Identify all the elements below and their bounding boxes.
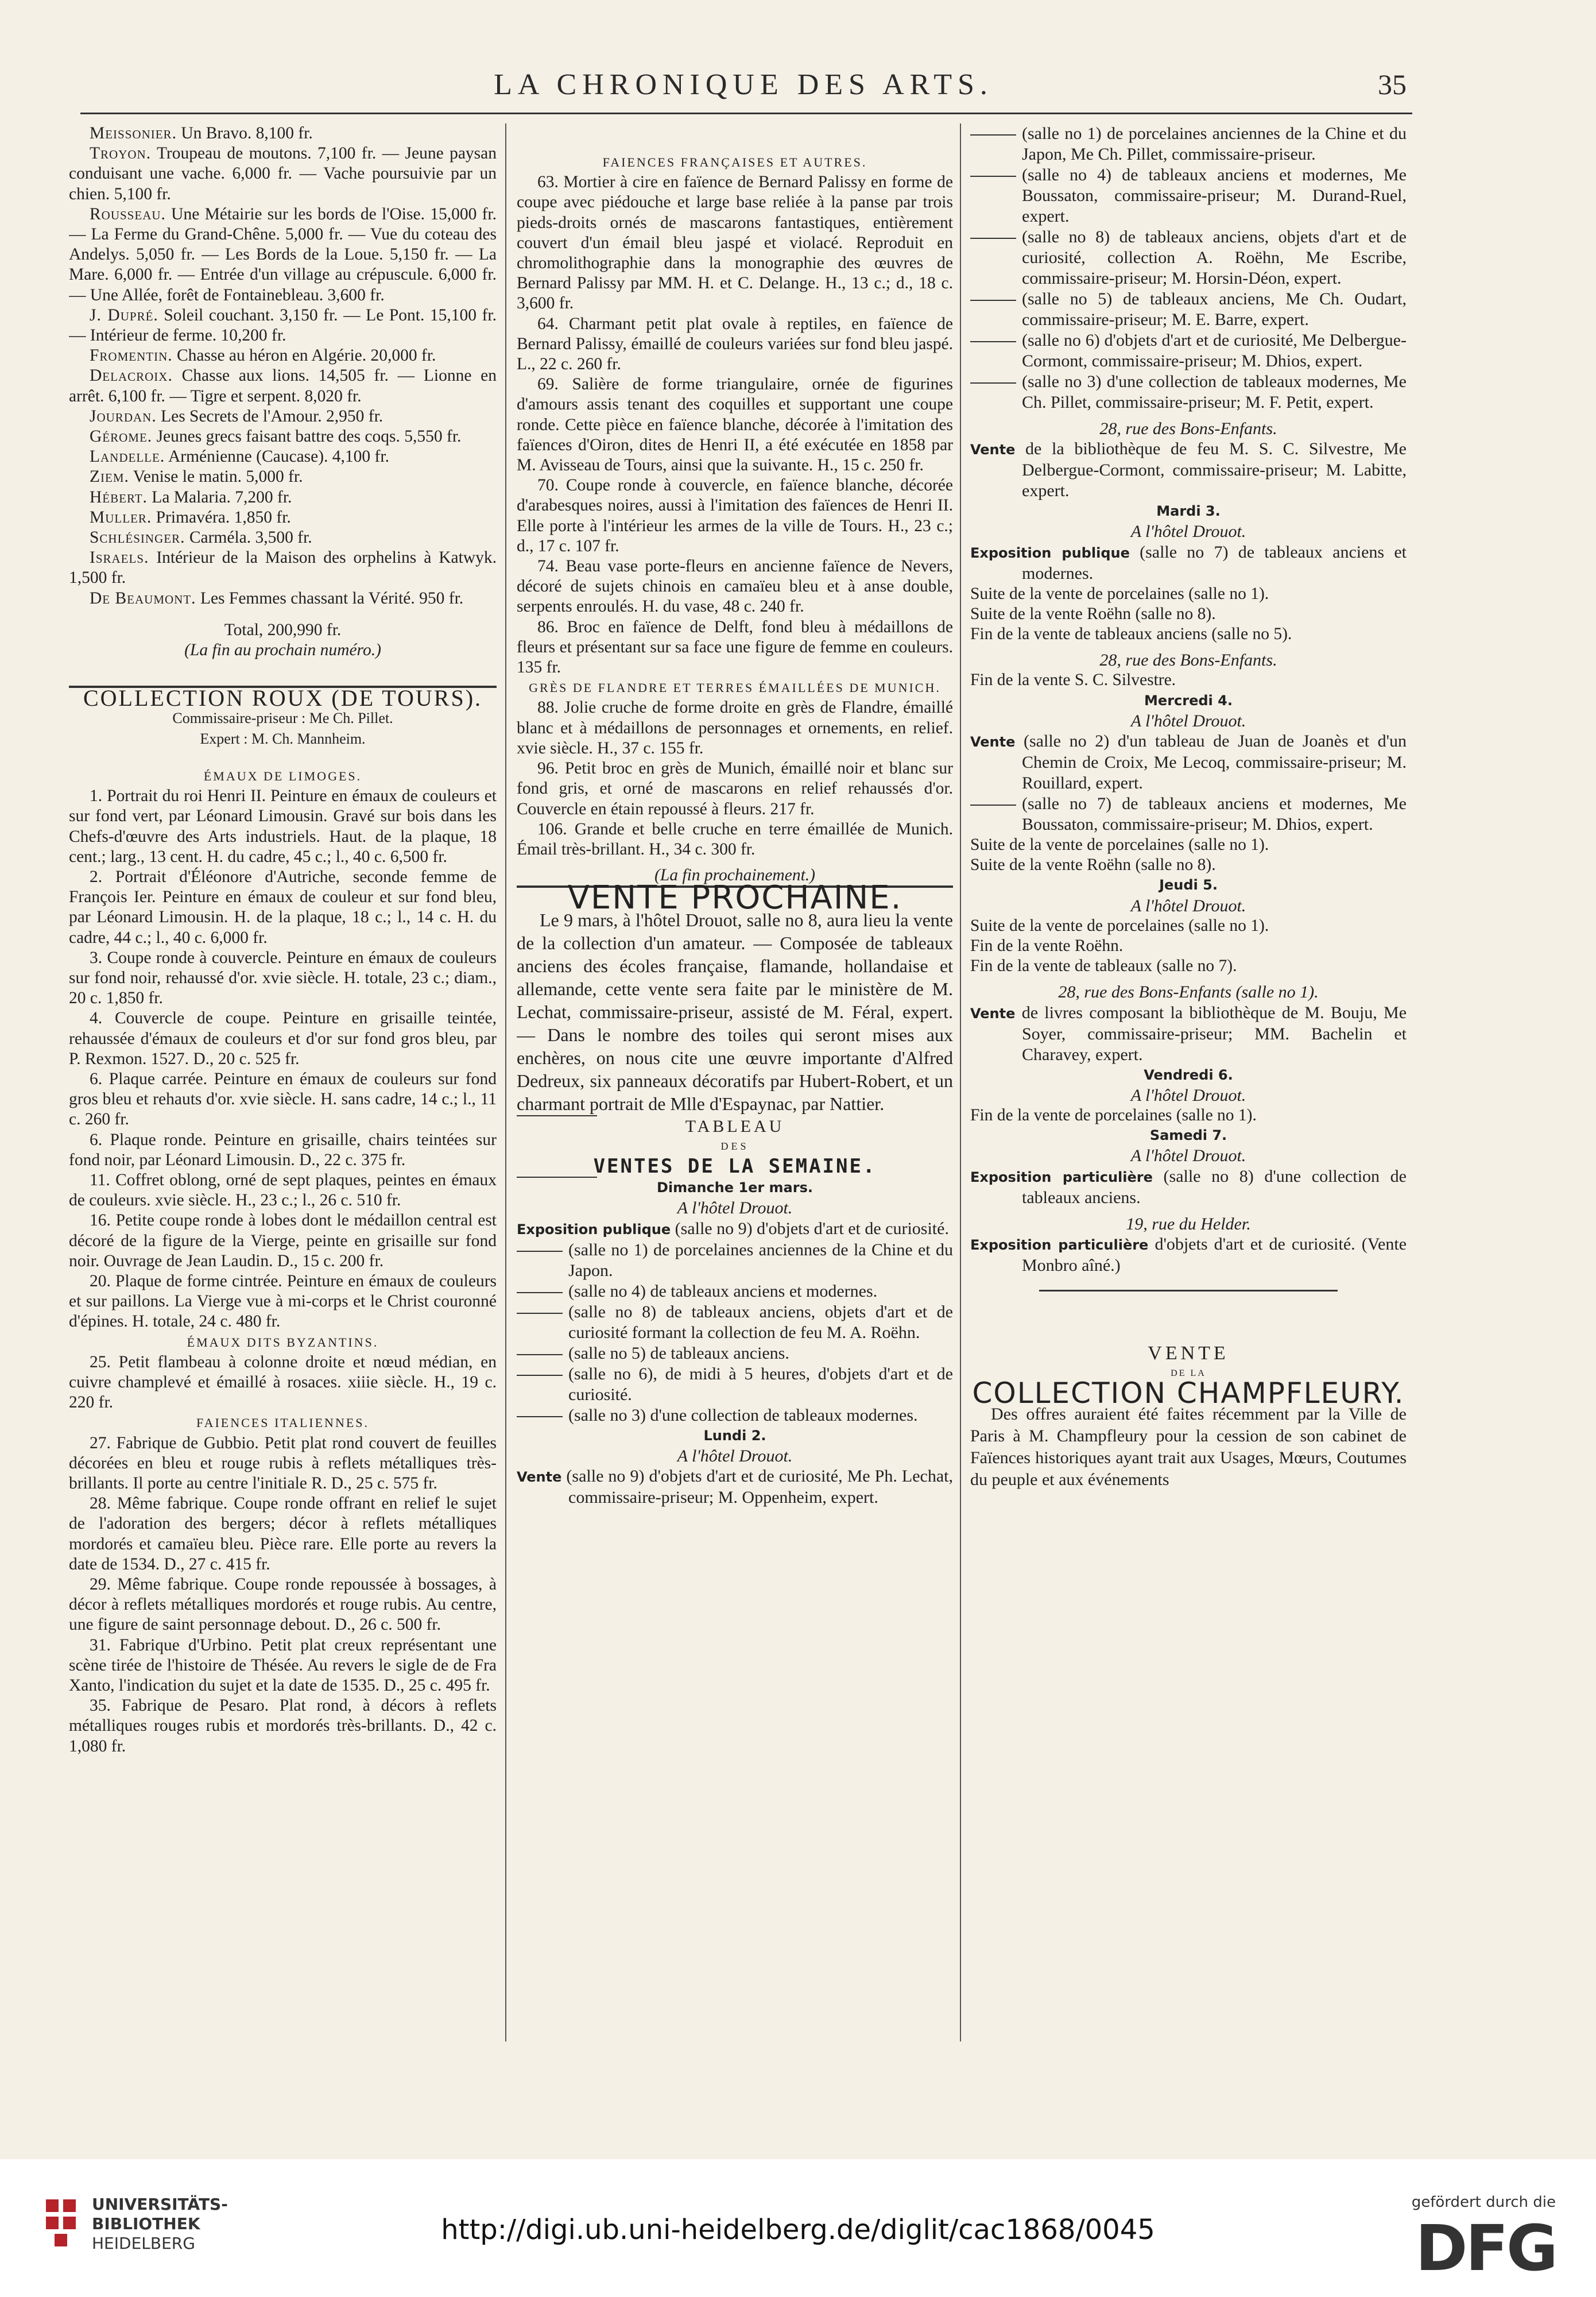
catalogue-entry: 25. Petit flambeau à colonne droite et nœud médian, en cuivre champlevé et émaillé à rosaces. xiiie siècle. H., 19 c. 220 fr. (69, 1352, 497, 1412)
column-3 (970, 123, 1407, 2064)
schedule-item-text: (salle no 1) de porcelaines anciennes de la Chine et du Japon. (568, 1240, 953, 1280)
catalogue-entry: 11. Coffret oblong, orné de sept plaques, peintes en émaux de couleurs. xvie siècle. H., 23 c.; l., 26 c. 510 fr. (69, 1170, 497, 1210)
section-heading-gres: GRÈS DE FLANDRE ET TERRES ÉMAILLÉES DE MUNICH. (529, 680, 941, 695)
sale-result-text: Une Métairie sur les bords de l'Oise. 15,000 fr. — La Ferme du Grand-Chêne. 5,000 fr. — Vue du coteau des Andelys. 5,050 fr. — Les Bords de la Loue. 5,150 fr. — La Mare. 6,000 fr. — Entrée d'un village au crépuscule. 6,000 fr. — Une Allée, forêt de Fontainebleau. 3,600 fr. (69, 204, 497, 304)
catalogue-entry: 27. Fabrique de Gubbio. Petit plat rond couvert de feuilles décorées en bleu et rouge rubis à reflets métalliques très-brillants. Il porte au centre l'initiale R. D., 25 c. 575 fr. (69, 1433, 497, 1492)
section-heading-francaises: FAIENCES FRANÇAISES ET AUTRES. (602, 155, 867, 169)
running-head (80, 63, 1407, 109)
day-heading: Lundi 2. (703, 1427, 766, 1444)
sale-result-entry (69, 528, 497, 548)
schedule-list (517, 1219, 953, 1426)
schedule-item (970, 165, 1407, 227)
day-heading: Mardi 3. (1156, 503, 1221, 520)
schedule-item-text: (salle no 8) de tableaux anciens, objets d'art et de curiosité, collection A. Roëhn, Me Escribe, commissaire-priseur; M. Horsin-Déon, expert. (1022, 227, 1407, 288)
schedule-line: Fin de la vente de porcelaines (salle no 1). (970, 1106, 1257, 1125)
header-rule (80, 113, 1412, 114)
schedule-item-text: (salle no 3) d'une collection de tableaux modernes, Me Ch. Pillet, commissaire-priseur; M. F. Petit, expert. (1022, 372, 1407, 412)
sale-result-text: Carméla. 3,500 fr. (185, 528, 312, 547)
champfleury-text: Des offres auraient été faites récemment par la Ville de Paris à M. Champfleury pour la cession de son cabinet de Faïences historiques ayant trait aux Usages, Mœurs, Coutumes du peuple et aux événements (970, 1405, 1407, 1490)
library-line-3: HEIDELBERG (92, 2234, 195, 2253)
expert-line: Expert : M. Ch. Mannheim. (200, 730, 366, 747)
catalogue-entry: 6. Plaque carrée. Peinture en émaux de couleurs sur fond gros bleu et rehauts d'or. xvie siècle. H. sans cadre, 14 c.; l., 11 c. 260 fr. (69, 1069, 497, 1129)
schedule-item (970, 542, 1407, 584)
sale-result-text: Chasse aux lions. 14,505 fr. — Lionne en arrêt. 6,100 fr. — Tigre et serpent. 8,020 fr. (69, 366, 497, 405)
sale-result-text: Un Bravo. 8,100 fr. (176, 124, 313, 142)
day-heading: Dimanche 1er mars. (657, 1180, 813, 1196)
artist-name: Ziem. (90, 467, 129, 486)
ditto-dash (970, 300, 1016, 301)
artist-name: Schlésinger. (90, 528, 185, 547)
sale-result-text: Les Femmes chassant la Vérité. 950 fr. (196, 589, 464, 608)
sale-result-entry (69, 589, 497, 609)
schedule-list (517, 1466, 953, 1508)
ditto-dash (970, 341, 1016, 342)
tableau-heading: TABLEAU (685, 1116, 785, 1136)
schedule-line: Suite de la vente Roëhn (salle no 8). (970, 856, 1216, 875)
schedule-item (970, 1003, 1407, 1065)
artist-name: Delacroix. (90, 366, 173, 385)
schedule-line: Fin de la vente S. C. Silvestre. (970, 671, 1176, 690)
gres-list (517, 698, 953, 860)
schedule-item (970, 794, 1407, 835)
vente-prochaine-text: Le 9 mars, à l'hôtel Drouot, salle no 8, aura lieu la vente de la collection d'un amateur. — Composée de tableaux anciens des écoles française, flamande, hollandaise et allemande, cette vente sera faite par le ministère de M. Lechat, commissaire-priseur, assisté de M. Féral, expert. — Dans le nombre des toiles qui seront mises aux enchères, on nous cite une œuvre importante d'Alfred Dedreux, six panneaux décoratifs par Hubert-Robert, et un charmant portrait de Mlle d'Espaynac, par Nattier. (517, 909, 953, 1114)
schedule-item (970, 1166, 1407, 1208)
schedule-line: Suite de la vente Roëhn (salle no 8). (970, 604, 1216, 623)
artist-name: Fromentin. (90, 346, 173, 365)
location-heading: A l'hôtel Drouot. (1130, 1146, 1246, 1166)
location-heading: A l'hôtel Drouot. (677, 1198, 793, 1218)
artist-name: Israels. (90, 548, 149, 567)
italiennes-list (69, 1433, 497, 1757)
sale-result-text: Venise le matin. 5,000 fr. (129, 467, 303, 486)
schedule-list (970, 439, 1407, 501)
schedule-line: Fin de la vente Roëhn. (970, 937, 1124, 956)
schedule-item-text: (salle no 8) de tableaux anciens, objets d'art et de curiosité formant la collection de feu M. A. Roëhn. (568, 1302, 953, 1342)
catalogue-entry: 3. Coupe ronde à couvercle. Peinture en émaux de couleurs sur fond noir, rehaussé d'or. xvie siècle. H. totale, 23 c.; diam., 20 c. 1,850 fr. (69, 948, 497, 1008)
schedule-item (970, 439, 1407, 501)
schedule-list (970, 123, 1407, 413)
schedule-item (517, 1281, 953, 1302)
schedule-lines (970, 835, 1407, 875)
schedule-item-text: (salle no 7) de tableaux anciens et modernes, Me Boussaton, commissaire-priseur; M. Dhios, expert. (1022, 794, 1407, 834)
schedule-item-text: de livres composant la bibliothèque de M. Bouju, Me Soyer, commissaire-priseur; MM. Bachelin et Charavey, expert. (1021, 1003, 1407, 1064)
catalogue-entry: 69. Salière de forme triangulaire, ornée de figurines d'amours assis tenant des coquilles et supportant une coupe ronde. Cette pièce en faïence blanche, décorée à l'imitation des faïences d'Oiron, dites de Henri II, a été exécutée en 1858 par M. Avisseau de Tours, ainsi que la suivante. H., 15 c. 250 fr. (517, 375, 953, 475)
schedule-item-text: (salle no 5) de tableaux anciens, Me Ch. Oudart, commissaire-priseur; M. E. Barre, expert. (1022, 289, 1407, 329)
schedule-item (970, 289, 1407, 330)
catalogue-entry: 64. Charmant petit plat ovale à reptiles, en faïence de Bernard Palissy, émaillé de couleurs variées sur fond bleu jaspé. L., 22 c. 260 fr. (517, 314, 953, 374)
schedule-item (970, 372, 1407, 413)
sale-result-text: Les Secrets de l'Amour. 2,950 fr. (156, 407, 383, 426)
schedule-lines (970, 1105, 1407, 1126)
artist-name: Hébert. (90, 488, 148, 506)
schedule-item (517, 1240, 953, 1281)
francaises-list (517, 172, 953, 678)
page-number: 35 (1378, 68, 1407, 100)
location-heading: A l'hôtel Drouot. (1130, 896, 1246, 915)
vente-prochaine-title: VENTE PROCHAINE. (567, 879, 902, 917)
funded-by-label: gefördert durch die (1411, 2194, 1556, 2211)
sale-result-entry (69, 447, 497, 467)
location-heading: A l'hôtel Drouot. (677, 1446, 793, 1465)
ditto-dash (517, 1313, 563, 1314)
artist-name: Landelle. (90, 447, 165, 466)
artist-name: J. Dupré. (90, 306, 158, 324)
sale-result-entry (69, 407, 497, 427)
catalogue-entry: 88. Jolie cruche de forme droite en grès de Flandre, émaillé blanc et à médaillons de personnages et ornements, en relief. xvie siècle. H., 37 c. 155 fr. (517, 698, 953, 757)
sale-result-entry (69, 467, 497, 487)
journal-title: LA CHRONIQUE DES ARTS. (494, 68, 993, 101)
catalogue-entry: 28. Même fabrique. Coupe ronde offrant en relief le sujet de l'adoration des bergers; décor à reflets métalliques mordorés et camaïeu bleu. Pièce rare. Elle porte au revers la date de 1534. D., 27 c. 415 fr. (69, 1494, 497, 1573)
vente-heading: VENTE (1148, 1342, 1229, 1364)
schedule-item (970, 1234, 1407, 1276)
permalink-url[interactable]: http://digi.ub.uni-heidelberg.de/diglit/cac1868/0045 (441, 2214, 1155, 2246)
ditto-dash (517, 1251, 563, 1252)
schedule-item-text: (salle no 5) de tableaux anciens. (568, 1343, 789, 1363)
catalogue-entry: 96. Petit broc en grès de Munich, émaillé noir et blanc sur fond gris, et orné de mascarons en relief rehaussés d'or. Couvercle en étain repoussé à fleurs. 217 fr. (517, 759, 953, 818)
sale-result-entry (69, 144, 497, 204)
sale-result-entry (69, 488, 497, 508)
location-heading: 19, rue du Helder. (1126, 1214, 1251, 1233)
schedule-item-text: (salle no 2) d'un tableau de Juan de Joanès et d'un Chemin de Croix, Me Lecoq, commissaire-priseur; M. Rouillard, expert. (1022, 732, 1407, 793)
artist-name: Troyon. (90, 144, 152, 163)
sale-result-entry (69, 306, 497, 346)
schedule-item (970, 227, 1407, 289)
catalogue-entry: 63. Mortier à cire en faïence de Bernard Palissy en forme de coupe avec piédouche et large base reliée à la panse par trois pieds-droits ornés de mascarons fantastiques, entièrement couvert d'un émail bleu jaspé et violacé. Reproduit en chromolithographie dans la monographie des œuvres de Bernard Palissy par MM. H. et C. Delange. H., 13 c.; d., 18 c. 3,600 fr. (517, 173, 953, 313)
ditto-dash (970, 176, 1016, 177)
schedule-item (517, 1364, 953, 1405)
schedule-item-text: d'objets d'art et de curiosité. (Vente Monbro aîné.) (1022, 1234, 1407, 1275)
schedule-item-text: (salle no 8) d'une collection de tableaux anciens. (1022, 1166, 1407, 1207)
sale-result-entry (69, 204, 497, 306)
schedule-item-text: (salle no 4) de tableaux anciens et modernes, Me Boussaton, commissaire-priseur; M. Durand-Ruel, expert. (1022, 165, 1407, 226)
schedule-line: Suite de la vente de porcelaines (salle no 1). (970, 836, 1269, 854)
schedule-item-text: (salle no 4) de tableaux anciens et modernes. (568, 1281, 878, 1301)
location-heading: A l'hôtel Drouot. (1130, 711, 1246, 730)
section-rule (1039, 1290, 1338, 1291)
schedule-item-text: (salle no 9) d'objets d'art et de curiosité. (675, 1219, 949, 1238)
schedule-item-lead: Exposition particulière (970, 1236, 1149, 1253)
sale-result-text: Arménienne (Caucase). 4,100 fr. (165, 447, 389, 466)
location-heading: 28, rue des Bons-Enfants. (1099, 419, 1277, 438)
schedule-list (970, 1166, 1407, 1208)
day-heading: Vendredi 6. (1144, 1066, 1233, 1083)
catalogue-entry: 106. Grande et belle cruche en terre émaillée de Munich. Émail très-brillant. H., 34 c. 300 fr. (517, 819, 953, 859)
catalogue-entry: 2. Portrait d'Éléonore d'Autriche, seconde femme de François Ier. Peinture en émaux de couleur et sur fond bleu, par Léonard Limousin. H. de la plaque, 18 c.; l., 14 c. H. du cadre, 44 c.; l., 40 c. 6,000 fr. (69, 867, 497, 947)
de-la-heading: DE LA (1171, 1368, 1206, 1379)
schedule-list (970, 542, 1407, 584)
schedule-item (517, 1405, 953, 1426)
artist-name: Jourdan. (90, 407, 157, 426)
location-heading: A l'hôtel Drouot. (1130, 1085, 1246, 1105)
library-line-1: UNIVERSITÄTS- (92, 2195, 228, 2214)
total-line: Total, 200,990 fr. (224, 620, 342, 639)
collection-title: COLLECTION ROUX (DE TOURS). (83, 685, 483, 711)
schedule-list (970, 1234, 1407, 1276)
schedule-lines (970, 916, 1407, 977)
sale-result-entry (69, 346, 497, 366)
schedule-line: Fin de la vente de tableaux anciens (salle no 5). (970, 625, 1292, 644)
schedule-item-text: (salle no 3) d'une collection de tableaux modernes. (568, 1405, 918, 1425)
sale-result-text: Intérieur de la Maison des orphelins à Katwyk. 1,500 fr. (69, 548, 497, 587)
sale-result-entry (69, 123, 497, 144)
sale-result-text: Chasse au héron en Algérie. 20,000 fr. (172, 346, 436, 365)
schedule-item-text: (salle no 6), de midi à 5 heures, d'objets d'art et de curiosité. (568, 1364, 953, 1404)
ventes-semaine-heading: VENTES DE LA SEMAINE. (593, 1154, 877, 1178)
schedule-item (970, 330, 1407, 372)
catalogue-entry: 35. Fabrique de Pesaro. Plat rond, à décors à reflets métalliques rouges rubis et mordorés très-brillants. D., 42 c. 1,080 fr. (69, 1696, 497, 1755)
schedule-lines (970, 584, 1407, 645)
schedule-item-text: (salle no 7) de tableaux anciens et modernes. (1022, 542, 1407, 583)
schedule-item-lead: Vente (970, 1005, 1016, 1022)
column-rule-1 (505, 123, 506, 2041)
artist-name: Meissonier. (90, 124, 177, 142)
schedule-line: Fin de la vente de tableaux (salle no 7). (970, 957, 1237, 976)
des-heading: DES (720, 1140, 749, 1152)
schedule-item (517, 1302, 953, 1343)
artist-name: Rousseau. (90, 204, 166, 223)
catalogue-entry: 1. Portrait du roi Henri II. Peinture en émaux de couleurs et sur fond vert, par Léonard Limousin. Gravé sur bois dans les Chefs-d'œuvre des Arts industriels. Haut. de la plaque, 18 cent.; larg., 13 cent. H. du cadre, 45 c.; l., 40 c. 6,500 fr. (69, 787, 497, 866)
sale-result-entry (69, 508, 497, 528)
section-heading-limoges: ÉMAUX DE LIMOGES. (203, 768, 362, 783)
catalogue-entry: 4. Couvercle de coupe. Peinture en grisaille teintée, rehaussée d'émaux de couleurs et d'or sur fond gros bleu, par P. Rexmon. 1527. D., 20 c. 525 fr. (69, 1009, 497, 1068)
byzantins-list (69, 1352, 497, 1413)
column-rule-2 (960, 123, 961, 2041)
catalogue-entry: 86. Broc en faïence de Delft, fond bleu à médaillons de fleurs et présentant sur sa face une figure de femme en couleurs. 135 fr. (517, 617, 953, 677)
sale-result-text: Soleil couchant. 3,150 fr. — Le Pont. 15,100 fr. — Intérieur de ferme. 10,200 fr. (69, 306, 497, 345)
schedule-item (517, 1219, 953, 1240)
sale-result-text: Primavéra. 1,850 fr. (152, 508, 291, 527)
location-heading: 28, rue des Bons-Enfants (salle no 1). (1058, 983, 1319, 1002)
day-heading: Jeudi 5. (1159, 877, 1218, 894)
schedule-item-lead: Exposition publique (970, 544, 1130, 561)
sale-result-text: La Malaria. 7,200 fr. (147, 488, 292, 506)
champfleury-title: COLLECTION CHAMPFLEURY. (972, 1376, 1405, 1410)
section-heading-byzantins: ÉMAUX DITS BYZANTINS. (187, 1335, 379, 1349)
ditto-dash (517, 1416, 563, 1417)
artist-name: De Beaumont. (90, 589, 196, 608)
schedule-item (970, 123, 1407, 165)
continuation-note-2: (La fin prochainement.) (654, 866, 815, 885)
day-heading: Mercredi 4. (1144, 692, 1233, 709)
day-heading: Samedi 7. (1149, 1127, 1227, 1144)
schedule-line: Suite de la vente de porcelaines (salle no 1). (970, 916, 1269, 935)
sale-result-entry (69, 548, 497, 588)
ditto-dash (970, 134, 1016, 136)
schedule-item-text: de la bibliothèque de feu M. S. C. Silvestre, Me Delbergue-Cormont, commissaire-priseur; M. Labitte, expert. (1022, 439, 1407, 501)
sale-result-text: Jeunes grecs faisant battre des coqs. 5,550 fr. (152, 427, 462, 446)
location-heading: 28, rue des Bons-Enfants. (1099, 651, 1277, 670)
library-line-2: BIBLIOTHEK (92, 2214, 200, 2233)
catalogue-entry: 74. Beau vase porte-fleurs en ancienne faïence de Nevers, décoré de sujets chinois en camaïeu bleu et à anse double, serpents enroulés. H. du vase, 48 c. 240 fr. (517, 557, 953, 616)
catalogue-entry: 20. Plaque de forme cintrée. Peinture en émaux de couleurs et sur paillons. La Vierge vue à mi-corps et le Christ couronné d'épines. H. totale, 24 c. 480 fr. (69, 1271, 497, 1331)
schedule-lines (970, 670, 1407, 690)
ditto-dash (517, 1375, 563, 1376)
column-1 (69, 123, 497, 2064)
schedule-item-text: (salle no 9) d'objets d'art et de curiosité, Me Ph. Lechat, commissaire-priseur; M. Oppenheim, expert. (566, 1466, 953, 1507)
schedule-line: Suite de la vente de porcelaines (salle no 1). (970, 584, 1269, 603)
commissaire-line: Commissaire-priseur : Me Ch. Pillet. (172, 710, 393, 727)
section-heading-italiennes: FAIENCES ITALIENNES. (196, 1416, 370, 1430)
schedule-list (970, 1003, 1407, 1065)
footer-bar (0, 2159, 1596, 2297)
catalogue-entry: 31. Fabrique d'Urbino. Petit plat creux représentant une scène tirée de l'histoire de Thésée. Au revers le sigle de de Fra Xanto, l'indication du sujet et la date de 1535. D., 25 c. 495 fr. (69, 1635, 497, 1695)
ditto-dash (970, 382, 1016, 384)
catalogue-entry: 16. Petite coupe ronde à lobes dont le médaillon central est décoré de la figure de la Vierge, peinte en grisaille sur fond noir. Ouvrage de Jean Laudin. D., 15 c. 200 fr. (69, 1211, 497, 1270)
schedule-item-lead: Vente (970, 442, 1016, 458)
column-2 (517, 123, 953, 2064)
catalogue-entry: 70. Coupe ronde à couvercle, en faïence blanche, décorée d'arabesques noires, aussi à l'imitation des faïences de Henri II. Elle porte à l'intérieur les armes de la ville de Tours. H., 23 c.; d., 17 c. 107 fr. (517, 476, 953, 555)
sale-result-text: Troupeau de moutons. 7,100 fr. — Jeune paysan conduisant une vache. 6,000 fr. — Vache poursuivie par un chien. 5,100 fr. (69, 144, 497, 203)
schedule-item-lead: Exposition publique (517, 1221, 671, 1238)
schedule-item (970, 731, 1407, 794)
schedule-list (970, 731, 1407, 835)
sale-result-entry (69, 366, 497, 406)
ditto-dash (970, 238, 1016, 239)
ditto-dash (517, 1292, 563, 1293)
schedule-item-text: (salle no 1) de porcelaines anciennes de la Chine et du Japon, Me Ch. Pillet, commissaire-priseur. (1022, 124, 1407, 164)
schedule-item (517, 1466, 953, 1508)
schedule-item-lead: Vente (517, 1468, 562, 1485)
schedule-item (517, 1343, 953, 1364)
schedule-item-lead: Exposition particulière (970, 1169, 1153, 1185)
continuation-note: (La fin au prochain numéro.) (184, 641, 381, 660)
location-heading: A l'hôtel Drouot. (1130, 522, 1246, 542)
sale-result-entry (69, 427, 497, 447)
ditto-dash (517, 1354, 563, 1355)
schedule-item-lead: Vente (970, 734, 1016, 751)
schedule-item-text: (salle no 6) d'objets d'art et de curiosité, Me Delbergue-Cormont, commissaire-priseur; M. Dhios, expert. (1022, 331, 1407, 370)
catalogue-entry: 6. Plaque ronde. Peinture en grisaille, chairs teintées sur fond noir, par Léonard Limousin. D., 22 c. 375 fr. (69, 1130, 497, 1169)
ditto-dash (970, 805, 1016, 806)
catalogue-entry: 29. Même fabrique. Coupe ronde repoussée à bossages, à décor à reflets métalliques mordorés et rouge rubis. Au centre, une figure de saint personnage debout. D., 26 c. 500 fr. (69, 1575, 497, 1634)
artist-name: Gérome. (90, 427, 153, 446)
dfg-logo: DFG (1415, 2211, 1556, 2285)
artist-name: Muller. (90, 508, 152, 527)
sales-results-list (69, 123, 497, 609)
limoges-list (69, 786, 497, 1332)
